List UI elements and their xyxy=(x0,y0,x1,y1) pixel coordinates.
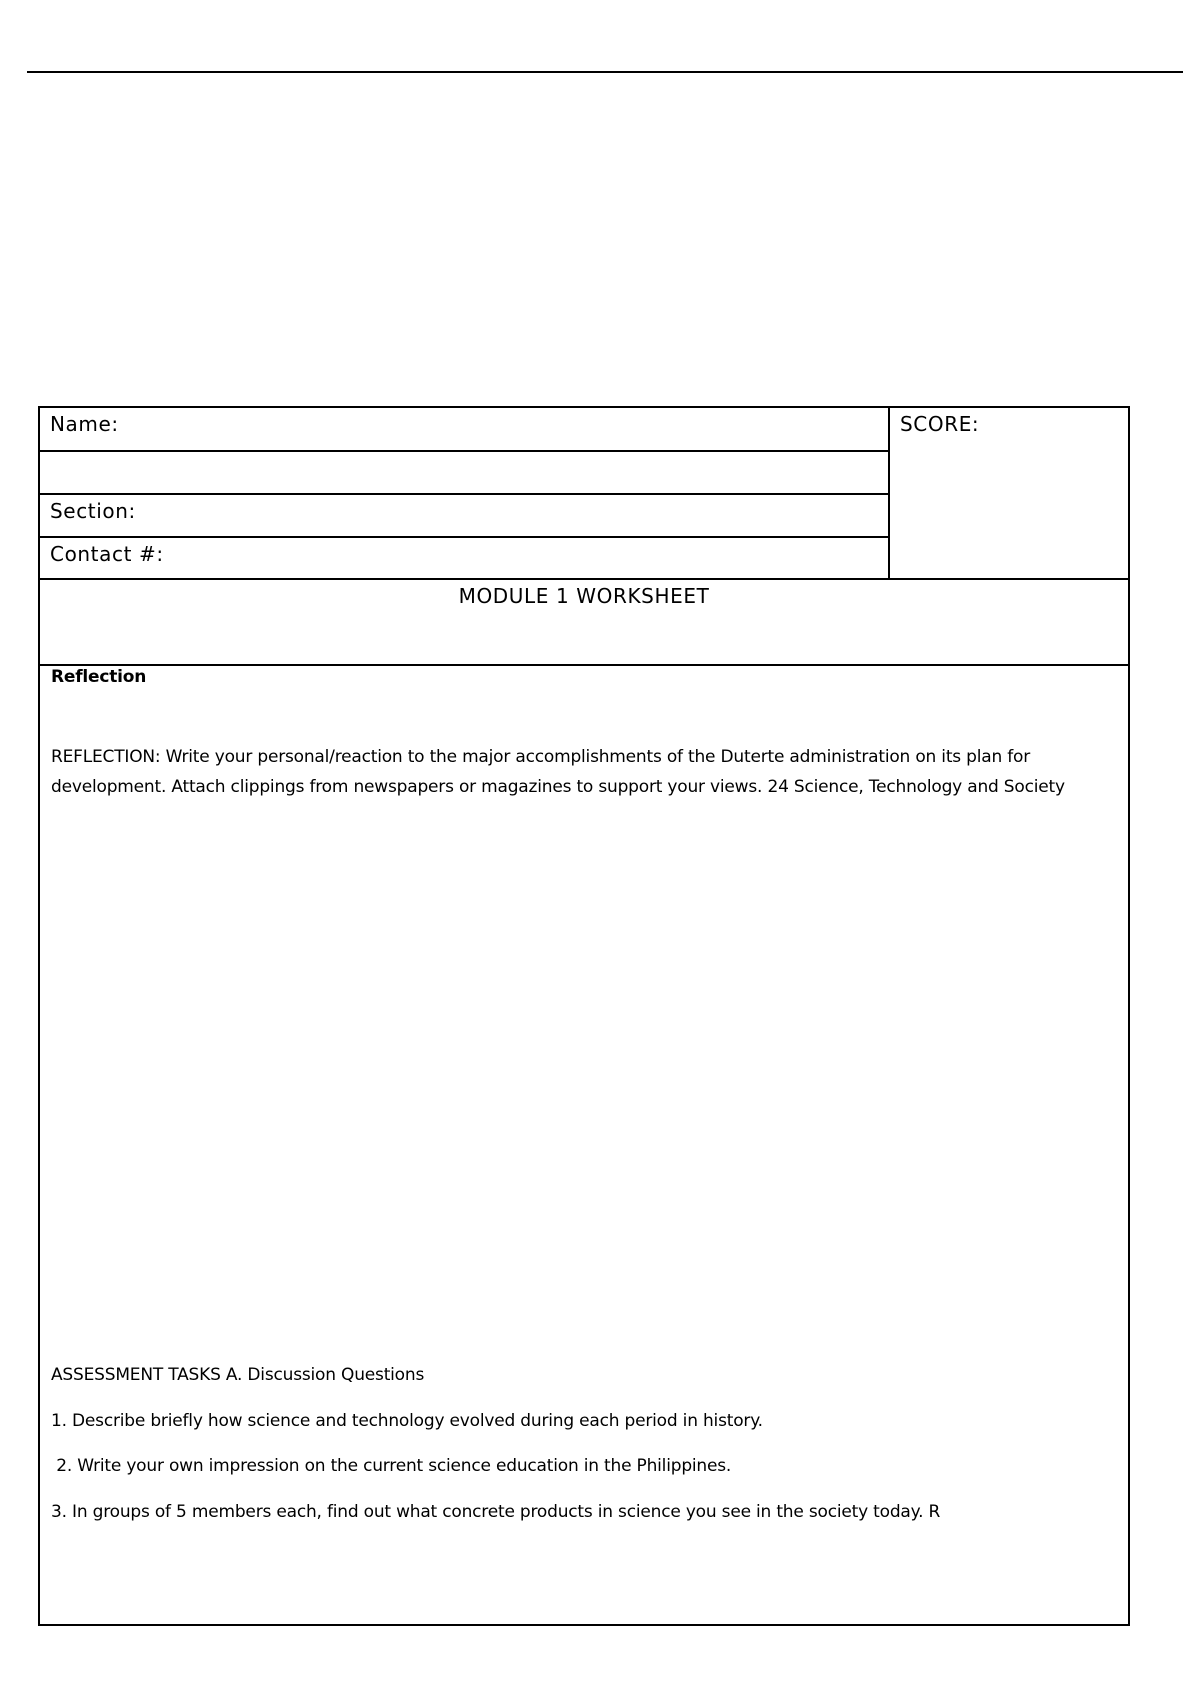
header-bottom-border xyxy=(40,578,1128,580)
name-field[interactable] xyxy=(40,408,888,450)
score-label: SCORE: xyxy=(900,412,980,436)
question-2: 2. Write your own impression on the current science education in the Philippines. xyxy=(51,1456,732,1476)
title-bottom-border xyxy=(40,664,1128,666)
assessment-heading: ASSESSMENT TASKS A. Discussion Questions xyxy=(51,1365,425,1385)
score-field[interactable] xyxy=(890,408,1128,578)
section-label: Section: xyxy=(50,499,136,523)
top-rule xyxy=(27,71,1183,73)
question-3: 3. In groups of 5 members each, find out what concrete products in science you see in the society today. R xyxy=(51,1502,941,1522)
contact-label: Contact #: xyxy=(50,542,164,566)
contact-field[interactable] xyxy=(40,538,888,578)
blank-field[interactable] xyxy=(40,452,888,493)
name-label: Name: xyxy=(50,412,119,436)
section-field[interactable] xyxy=(40,495,888,536)
reflection-heading: Reflection xyxy=(51,667,147,687)
worksheet-frame xyxy=(38,406,1130,1626)
module-title: MODULE 1 WORKSHEET xyxy=(458,584,710,608)
reflection-prompt: REFLECTION: Write your personal/reaction to the major accomplishments of the Duterte administration on its plan for development. Attach clippings from newspapers or magazines to support your views. 24 Science, Technology and Society xyxy=(51,747,1065,797)
question-1: 1. Describe briefly how science and technology evolved during each period in history. xyxy=(51,1411,763,1431)
